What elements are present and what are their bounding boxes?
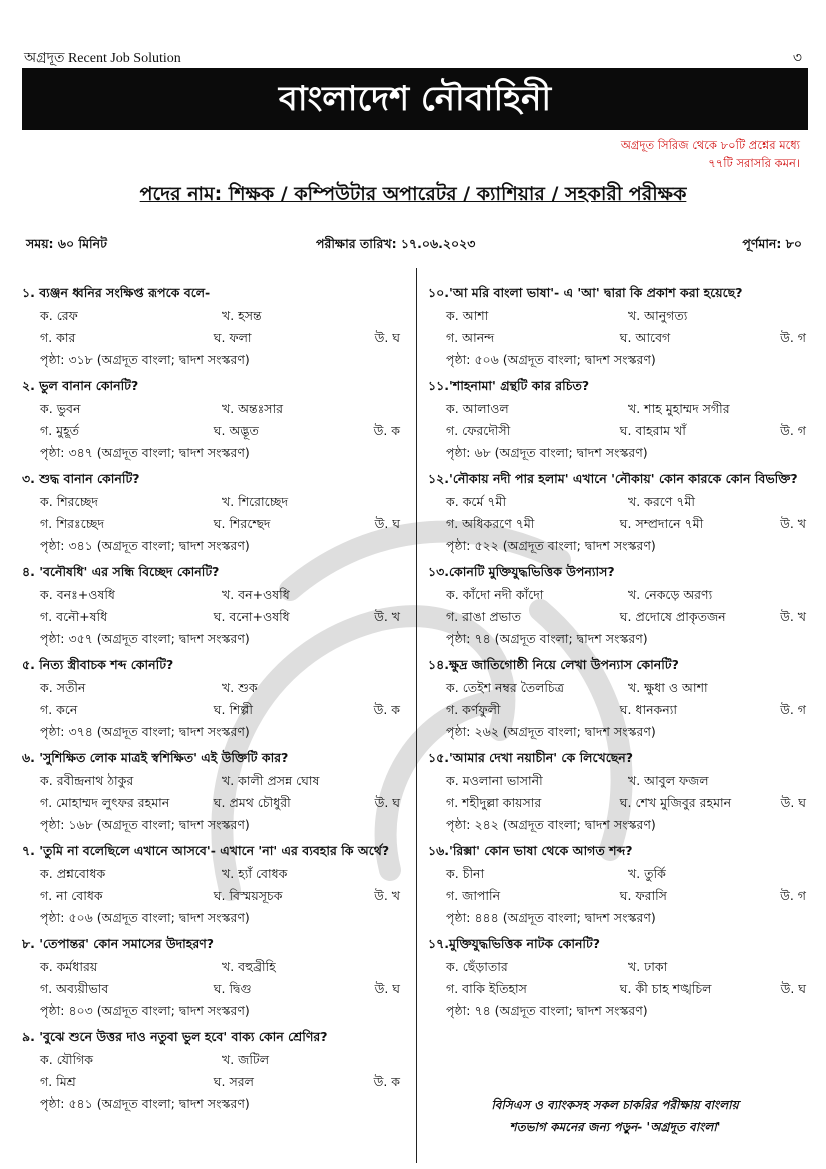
option-c: গ. অব্যয়ীভাব xyxy=(40,981,109,996)
promo-footer xyxy=(440,1094,790,1138)
option-d: ঘ. কী চাহ শঙ্খচিল xyxy=(619,981,712,996)
exam-date: পরীক্ষার তারিখ: ১৭.০৬.২০২৩ xyxy=(316,236,476,251)
option-c: গ. ফেরদৌসী xyxy=(446,423,511,438)
option-d: ঘ. বাহরাম খাঁ xyxy=(619,423,686,438)
question-item xyxy=(22,561,400,650)
option-b: খ. হসন্ত xyxy=(222,308,262,323)
question-item xyxy=(428,654,806,743)
page-reference: পৃষ্ঠা: ২৬২ (অগ্রদূত বাংলা; দ্বাদশ সংস্করণ) xyxy=(446,724,656,739)
option-a: ক. সতীন xyxy=(40,680,86,695)
answer: উ. গ xyxy=(780,330,807,345)
option-c: গ. না বোধক xyxy=(40,888,103,903)
answer: উ. গ xyxy=(780,888,807,903)
question-item xyxy=(428,561,806,650)
question-text: ৭. 'তুমি না বলেছিলে এখানে আসবে'- এখানে 'না' এর ব্যবহার কি অর্থে? xyxy=(22,843,390,858)
question-item xyxy=(22,375,400,464)
questions-right-column xyxy=(428,282,806,1026)
answer: উ. খ xyxy=(374,609,401,624)
option-c: গ. শিরঃচ্ছেদ xyxy=(40,516,105,531)
question-item xyxy=(428,747,806,836)
page-reference: পৃষ্ঠা: ৫২২ (অগ্রদূত বাংলা; দ্বাদশ সংস্করণ) xyxy=(446,538,656,553)
answer: উ. ক xyxy=(373,1074,401,1089)
option-a: ক. আশা xyxy=(446,308,489,323)
option-c: গ. শহীদুল্লা কায়সার xyxy=(446,795,542,810)
option-d: ঘ. শেখ মুজিবুর রহমান xyxy=(619,795,732,810)
option-c: গ. মুহূর্ত xyxy=(40,423,80,438)
option-c: গ. মোহাম্মদ লুৎফর রহমান xyxy=(40,795,170,810)
option-b: খ. নেকড়ে অরণ্য xyxy=(628,587,713,602)
question-item xyxy=(22,1026,400,1115)
exam-marks: পূর্ণমান: ৮০ xyxy=(742,236,802,251)
option-a: ক. ভুবন xyxy=(40,401,81,416)
page-reference: পৃষ্ঠা: ৩৫৭ (অগ্রদূত বাংলা; দ্বাদশ সংস্করণ) xyxy=(40,631,250,646)
option-b: খ. তুর্কি xyxy=(628,866,666,881)
option-b: খ. জটিল xyxy=(222,1052,270,1067)
option-d: ঘ. প্রমথ চৌধুরী xyxy=(213,795,291,810)
answer: উ. ক xyxy=(373,423,401,438)
question-item xyxy=(22,654,400,743)
question-text: ১৫.'আমার দেখা নয়াচীন' কে লিখেছেন? xyxy=(428,750,634,765)
common-note xyxy=(621,136,800,172)
page-reference: পৃষ্ঠা: ৩৪৭ (অগ্রদূত বাংলা; দ্বাদশ সংস্করণ) xyxy=(40,445,250,460)
questions-left-column xyxy=(22,282,400,1119)
question-text: ৫. নিত্য স্ত্রীবাচক শব্দ কোনটি? xyxy=(22,657,174,672)
option-b: খ. অন্তঃসার xyxy=(222,401,284,416)
option-d: ঘ. সম্প্রদানে ৭মী xyxy=(619,516,704,531)
post-title: পদের নাম: শিক্ষক / কম্পিউটার অপারেটর / ক্যাশিয়ার / সহকারী পরীক্ষক xyxy=(139,183,687,205)
question-item xyxy=(428,375,806,464)
answer: উ. গ xyxy=(780,423,807,438)
option-c: গ. বনৌ+ষধি xyxy=(40,609,108,624)
answer: উ. গ xyxy=(780,702,807,717)
page-reference: পৃষ্ঠা: ৪০৩ (অগ্রদূত বাংলা; দ্বাদশ সংস্করণ) xyxy=(40,1003,250,1018)
question-item xyxy=(22,840,400,929)
question-text: ১১.'শাহনামা' গ্রন্থটি কার রচিত? xyxy=(428,378,590,393)
page-reference: পৃষ্ঠা: ৫০৬ (অগ্রদূত বাংলা; দ্বাদশ সংস্করণ) xyxy=(40,910,250,925)
page-reference: পৃষ্ঠা: ৪৪৪ (অগ্রদূত বাংলা; দ্বাদশ সংস্করণ) xyxy=(446,910,656,925)
option-c: গ. রাঙা প্রভাত xyxy=(446,609,522,624)
answer: উ. খ xyxy=(780,609,807,624)
page-reference: পৃষ্ঠা: ৫০৬ (অগ্রদূত বাংলা; দ্বাদশ সংস্করণ) xyxy=(446,352,656,367)
page-reference: পৃষ্ঠা: ৫৪১ (অগ্রদূত বাংলা; দ্বাদশ সংস্করণ) xyxy=(40,1096,250,1111)
option-a: ক. কর্মে ৭মী xyxy=(446,494,507,509)
option-a: ক. রবীন্দ্রনাথ ঠাকুর xyxy=(40,773,134,788)
option-b: খ. কালী প্রসন্ন ঘোষ xyxy=(222,773,320,788)
option-b: খ. ক্ষুধা ও আশা xyxy=(628,680,708,695)
column-divider xyxy=(416,268,417,1163)
question-text: ১৪.ক্ষুদ্র জাতিগোষ্ঠী নিয়ে লেখা উপন্যাস কোনটি? xyxy=(428,657,679,672)
question-text: ১৩.কোনটি মুক্তিযুদ্ধভিত্তিক উপন্যাস? xyxy=(428,564,615,579)
answer: উ. ঘ xyxy=(374,981,401,996)
option-d: ঘ. শিল্পী xyxy=(213,702,253,717)
option-a: ক. রেফ xyxy=(40,308,78,323)
option-a: ক. মওলানা ভাসানী xyxy=(446,773,543,788)
promo-line-2: শতভাগ কমনের জন্য পড়ুন- 'অগ্রদূত বাংলা' xyxy=(509,1120,721,1134)
answer: উ. ঘ xyxy=(374,795,401,810)
question-text: ১৭.মুক্তিযুদ্ধভিত্তিক নাটক কোনটি? xyxy=(428,936,601,951)
option-a: ক. যৌগিক xyxy=(40,1052,94,1067)
option-c: গ. কার xyxy=(40,330,76,345)
question-item xyxy=(428,468,806,557)
option-c: গ. অধিকরণে ৭মী xyxy=(446,516,535,531)
option-a: ক. বনঃ+ওষধি xyxy=(40,587,115,602)
question-item xyxy=(22,747,400,836)
question-text: ২. ভুল বানান কোনটি? xyxy=(22,378,139,393)
page-reference: পৃষ্ঠা: ৭৪ (অগ্রদূত বাংলা; দ্বাদশ সংস্করণ) xyxy=(446,1003,648,1018)
option-b: খ. বন+ওষধি xyxy=(222,587,290,602)
answer: উ. ঘ xyxy=(374,516,401,531)
option-a: ক. কাঁদো নদী কাঁদো xyxy=(446,587,544,602)
answer: উ. ঘ xyxy=(780,795,807,810)
running-header: অগ্রদূত Recent Job Solution xyxy=(24,51,181,66)
option-b: খ. করণে ৭মী xyxy=(628,494,695,509)
answer: উ. ক xyxy=(373,702,401,717)
question-text: ৪. 'বনৌষধি' এর সন্ধি বিচ্ছেদ কোনটি? xyxy=(22,564,220,579)
answer: উ. ঘ xyxy=(780,981,807,996)
question-item xyxy=(22,282,400,371)
option-c: গ. কনে xyxy=(40,702,78,717)
option-b: খ. শিরোচ্ছেদ xyxy=(222,494,289,509)
option-a: ক. কর্মধারয় xyxy=(40,959,98,974)
page-title-banner: বাংলাদেশ নৌবাহিনী xyxy=(22,68,808,130)
option-c: গ. মিশ্র xyxy=(40,1074,76,1089)
option-d: ঘ. দ্বিগু xyxy=(213,981,252,996)
option-b: খ. হ্যাঁ বোধক xyxy=(222,866,288,881)
option-d: ঘ. সরল xyxy=(213,1074,254,1089)
question-item xyxy=(22,933,400,1022)
option-c: গ. জাপানি xyxy=(446,888,501,903)
question-text: ১০.'আ মরি বাংলা ভাষা'- এ 'আ' দ্বারা কি প্রকাশ করা হয়েছে? xyxy=(428,285,743,300)
question-item xyxy=(428,282,806,371)
option-d: ঘ. শিরশ্ছেদ xyxy=(213,516,271,531)
question-item xyxy=(428,840,806,929)
page-number: ৩ xyxy=(792,50,802,66)
option-d: ঘ. ফলা xyxy=(213,330,252,345)
option-d: ঘ. অদ্ভূত xyxy=(213,423,259,438)
option-a: ক. শিরচ্ছেদ xyxy=(40,494,98,509)
option-c: গ. বাকি ইতিহাস xyxy=(446,981,527,996)
exam-time: সময়: ৬০ মিনিট xyxy=(26,236,107,251)
option-d: ঘ. ফরাসি xyxy=(619,888,667,903)
question-text: ৮. 'তেপান্তর' কোন সমাসের উদাহরণ? xyxy=(22,936,215,951)
page-reference: পৃষ্ঠা: ২৪২ (অগ্রদূত বাংলা; দ্বাদশ সংস্করণ) xyxy=(446,817,656,832)
option-b: খ. শুক xyxy=(222,680,258,695)
option-b: খ. আবুল ফজল xyxy=(628,773,709,788)
option-d: ঘ. ধানকন্যা xyxy=(619,702,678,717)
answer: উ. খ xyxy=(374,888,401,903)
page-reference: পৃষ্ঠা: ৩৪১ (অগ্রদূত বাংলা; দ্বাদশ সংস্করণ) xyxy=(40,538,250,553)
option-a: ক. চীনা xyxy=(446,866,485,881)
option-d: ঘ. আবেগ xyxy=(619,330,671,345)
option-b: খ. শাহ মুহাম্মদ সগীর xyxy=(628,401,730,416)
question-text: ৬. 'সুশিক্ষিত লোক মাত্রই স্বশিক্ষিত' এই উক্তিটি কার? xyxy=(22,750,289,765)
option-b: খ. বহুব্রীহি xyxy=(222,959,276,974)
option-c: গ. কর্ণফুলী xyxy=(446,702,501,717)
promo-line-1: বিসিএস ও ব্যাংকসহ সকল চাকরির পরীক্ষায় বাংলায় xyxy=(491,1098,739,1112)
page-reference: পৃষ্ঠা: ৭৪ (অগ্রদূত বাংলা; দ্বাদশ সংস্করণ) xyxy=(446,631,648,646)
option-d: ঘ. প্রদোষে প্রাকৃতজন xyxy=(619,609,726,624)
question-item xyxy=(428,933,806,1022)
question-text: ১৬.'রিক্সা' কোন ভাষা থেকে আগত শব্দ? xyxy=(428,843,633,858)
page-reference: পৃষ্ঠা: ৩৭৪ (অগ্রদূত বাংলা; দ্বাদশ সংস্করণ) xyxy=(40,724,250,739)
option-a: ক. তেইশ নম্বর তৈলচিত্র xyxy=(446,680,564,695)
option-c: গ. আনন্দ xyxy=(446,330,495,345)
page-reference: পৃষ্ঠা: ৬৮ (অগ্রদূত বাংলা; দ্বাদশ সংস্করণ) xyxy=(446,445,648,460)
option-a: ক. প্রশ্নবোধক xyxy=(40,866,106,881)
option-b: খ. আনুগত্য xyxy=(628,308,688,323)
question-text: ১২.'নৌকায় নদী পার হলাম' এখানে 'নৌকায়' কোন কারকে কোন বিভক্তি? xyxy=(428,471,798,486)
note-line-1: অগ্রদূত সিরিজ থেকে ৮০টি প্রশ্নের মধ্যে xyxy=(620,138,800,152)
question-item xyxy=(22,468,400,557)
question-text: ৩. শুদ্ধ বানান কোনটি? xyxy=(22,471,140,486)
answer: উ. খ xyxy=(780,516,807,531)
page-reference: পৃষ্ঠা: ৩১৮ (অগ্রদূত বাংলা; দ্বাদশ সংস্করণ) xyxy=(40,352,250,367)
option-b: খ. ঢাকা xyxy=(628,959,668,974)
option-d: ঘ. বিস্ময়সূচক xyxy=(213,888,283,903)
question-text: ৯. 'বুঝে শুনে উত্তর দাও নতুবা ভুল হবে' বাক্য কোন শ্রেণির? xyxy=(22,1029,328,1044)
question-text: ১. ব্যঞ্জন ধ্বনির সংক্ষিপ্ত রূপকে বলে- xyxy=(22,285,211,300)
option-a: ক. ছেঁড়াতার xyxy=(446,959,508,974)
page-reference: পৃষ্ঠা: ১৬৮ (অগ্রদূত বাংলা; দ্বাদশ সংস্করণ) xyxy=(40,817,250,832)
option-a: ক. আলাওল xyxy=(446,401,509,416)
answer: উ. ঘ xyxy=(374,330,401,345)
option-d: ঘ. বনো+ওষধি xyxy=(213,609,290,624)
note-line-2: ৭৭টি সরাসরি কমন। xyxy=(708,156,800,170)
